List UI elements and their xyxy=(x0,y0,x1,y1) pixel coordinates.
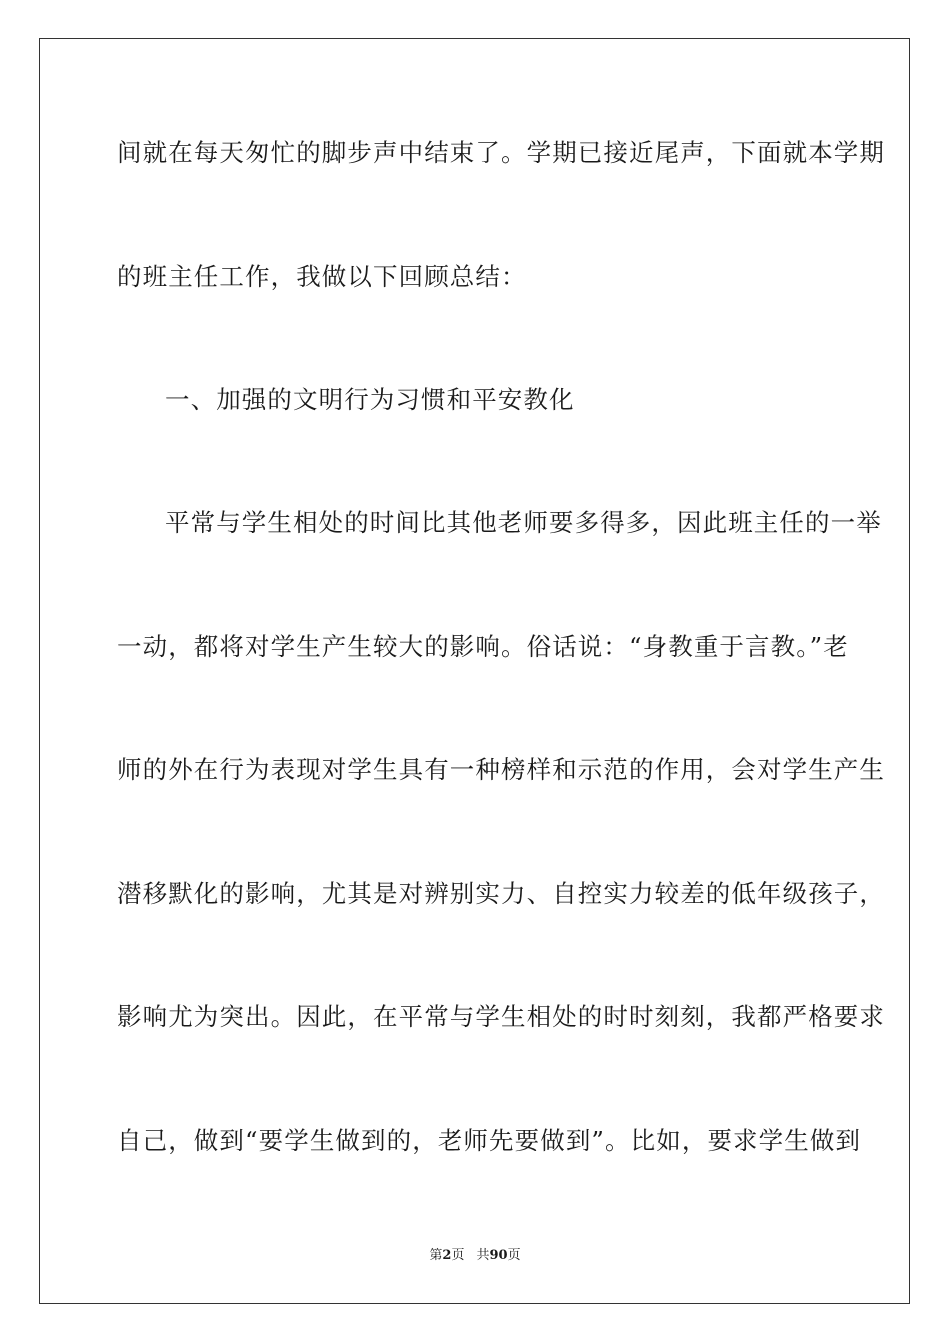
body-text-line: 的班主任工作，我做以下回顾总结： xyxy=(117,262,527,291)
section-heading: 一、加强的文明行为习惯和平安教化 xyxy=(165,385,575,414)
page-suffix: 页 xyxy=(451,1248,465,1263)
total-suffix: 页 xyxy=(507,1248,521,1263)
body-text-line: 自己，做到“要学生做到的，老师先要做到”。比如，要求学生做到 xyxy=(117,1126,862,1155)
page-border xyxy=(39,38,910,1304)
total-prefix: 共 xyxy=(476,1248,490,1263)
body-text-line: 影响尤为突出。因此，在平常与学生相处的时时刻刻，我都严格要求 xyxy=(117,1002,885,1031)
page-footer xyxy=(0,1247,950,1265)
total-page-count: 90 xyxy=(489,1248,508,1263)
body-text-line: 平常与学生相处的时间比其他老师要多得多，因此班主任的一举 xyxy=(165,508,882,537)
page-prefix: 第 xyxy=(429,1248,443,1263)
body-text-line: 潜移默化的影响，尤其是对辨别实力、自控实力较差的低年级孩子， xyxy=(117,879,885,908)
body-text-line: 师的外在行为表现对学生具有一种榜样和示范的作用，会对学生产生 xyxy=(117,755,885,784)
body-text-line: 一动，都将对学生产生较大的影响。俗话说：“身教重于言教。”老 xyxy=(117,632,849,661)
body-text-line: 间就在每天匆忙的脚步声中结束了。学期已接近尾声，下面就本学期 xyxy=(117,138,885,167)
current-page-number: 2 xyxy=(442,1248,452,1263)
